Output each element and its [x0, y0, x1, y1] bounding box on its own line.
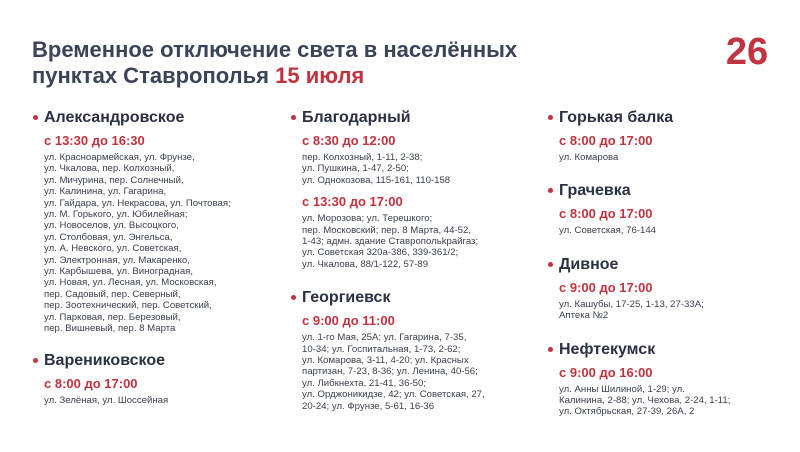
street-line: 10-34; ул. Госпитальная, 1-73, 2-62; — [302, 343, 461, 355]
outage-slot — [291, 313, 531, 412]
street-list — [559, 299, 788, 322]
street-line: ул. Октябрьская, 27-39, 26А, 2 — [559, 406, 695, 418]
street-list — [302, 213, 531, 270]
street-line: 20-24; ул. Фрунзе, 5-61, 16-36 — [302, 400, 435, 412]
locality-name-text: Благодарный — [302, 109, 411, 126]
street-line: пер. Зоотехнический, пер. Советский, — [44, 300, 212, 312]
outage-slot — [548, 133, 788, 163]
column-1 — [33, 108, 273, 424]
street-line: пер. Вишневый, пер. 8 Марта — [44, 323, 176, 335]
locality-block — [548, 181, 788, 236]
outage-time: с 8:00 до 17:00 — [44, 375, 138, 391]
locality-name-text: Дивное — [559, 255, 619, 273]
locality-name — [548, 255, 788, 275]
street-line: ул. Гайдара, ул. Некрасова, ул. Почтовая; — [44, 197, 231, 209]
street-line: ул. Мичурина, пер. Солнечный, — [44, 174, 184, 186]
street-line: ул. М. Горького, ул. Юбилейная; — [44, 209, 188, 221]
title-line-2: пунктах Ставрополья — [32, 63, 276, 88]
locality-name-text: Нефтекумск — [559, 340, 656, 358]
street-line: ул. Чкалова, пер. Колхозный, — [44, 163, 175, 175]
street-line: ул. Чкалова, 88/1-122, 57-89 — [302, 258, 429, 270]
street-line: ул. Комарова — [559, 152, 619, 163]
street-line: ул. Карбышева, ул. Виноградная, — [44, 266, 194, 278]
street-line: пер. Колхозный, 1-11, 2-38; — [302, 152, 423, 163]
title-date: 15 июля — [275, 63, 365, 88]
street-line: ул. Новоселов, ул. Высоцкого, — [44, 220, 179, 232]
bullet-dot-icon — [33, 358, 38, 363]
street-line: ул. Однокозова, 115-161, 110-158 — [302, 174, 451, 186]
locality-name — [291, 108, 531, 128]
outage-time: с 8:00 до 17:00 — [559, 206, 653, 222]
street-line: ул. Столбовая, ул. Энгельса, — [44, 231, 173, 243]
locality-block — [548, 255, 788, 322]
outage-time: с 9:00 до 16:00 — [559, 364, 653, 380]
outage-slot — [33, 133, 273, 335]
street-line: ул. Советская, 76-144 — [559, 225, 657, 237]
outage-time: с 13:30 до 16:30 — [44, 133, 145, 148]
street-line: ул. А. Невского, ул. Советская, — [44, 243, 182, 255]
street-line: ул. Новая, ул. Лесная, ул. Московская, — [44, 277, 217, 289]
locality-name — [548, 340, 788, 360]
outage-time: с 8:30 до 12:00 — [302, 133, 396, 148]
street-line: ул. Анны Шилиной, 1-29; ул. — [559, 383, 685, 395]
street-list — [44, 395, 273, 406]
outage-time: с 13:30 до 17:00 — [302, 194, 403, 210]
column-3 — [548, 108, 788, 436]
street-line: ул. Электронная, ул. Макаренко, — [44, 254, 190, 266]
locality-name-text: Грачевка — [559, 182, 631, 200]
outage-time: с 9:00 до 17:00 — [559, 279, 653, 295]
outage-slot — [33, 376, 273, 406]
street-line: ул. Комарова, 3-11, 4-20; ул. Красных — [302, 355, 469, 367]
outage-time: с 8:00 до 17:00 — [559, 133, 653, 148]
logo-text: 26 — [725, 31, 769, 72]
street-line: ул. Орджоникидзе, 42; ул. Советская, 27, — [302, 389, 485, 401]
street-line: 1-43; адмн. здание Ставропольkрайгаз; — [302, 236, 479, 248]
street-list — [559, 152, 788, 163]
title-line-1: Временное отключение света в населённых — [32, 37, 518, 62]
locality-name-text: Александровское — [44, 109, 185, 126]
street-line: ул. 1-го Мая, 25А; ул. Гагарина, 7-35, — [302, 332, 467, 344]
street-line: ул. Либкнехта, 21-41, 36-50; — [302, 377, 426, 389]
locality-name — [33, 351, 273, 371]
bullet-dot-icon — [291, 295, 296, 300]
street-line: ул. Красноармейская, ул. Фрунзе, — [44, 152, 195, 163]
outage-slot — [291, 133, 531, 186]
street-line: пер. Садовый, пер. Северный, — [44, 288, 181, 300]
locality-name — [548, 108, 788, 128]
street-line: ул. Советская 320а-386, 339-361/2; — [302, 247, 459, 259]
street-line: ул. Зелёная, ул. Шоссейная — [44, 394, 169, 406]
street-list — [302, 332, 531, 412]
bullet-dot-icon — [291, 115, 296, 120]
street-line: партизан, 7-23, 8-36; ул. Ленина, 40-56; — [302, 366, 478, 378]
street-list — [559, 225, 788, 236]
street-list — [302, 152, 531, 186]
bullet-dot-icon — [548, 347, 553, 352]
street-line: ул. Пушкина, 1-47, 2-50; — [302, 163, 409, 175]
locality-name — [548, 181, 788, 201]
locality-block — [291, 108, 531, 270]
street-line: ул. Кашубы, 17-25, 1-13, 27-33А; — [559, 298, 704, 310]
street-list — [559, 384, 788, 418]
locality-block — [291, 288, 531, 412]
locality-block — [548, 108, 788, 163]
bullet-dot-icon — [548, 115, 553, 120]
bullet-dot-icon — [548, 188, 553, 193]
outage-slot — [548, 365, 788, 418]
street-line: ул. Парковая, пер. Березовый, — [44, 311, 181, 323]
bullet-dot-icon — [33, 115, 38, 120]
outage-slot — [291, 194, 531, 270]
locality-name-text: Горькая балка — [559, 109, 674, 126]
bullet-dot-icon — [548, 262, 553, 267]
outage-time: с 9:00 до 11:00 — [302, 313, 395, 329]
street-line: пер. Московский; пер. 8 Марта, 44-52, — [302, 224, 472, 236]
column-2 — [291, 108, 531, 430]
locality-block — [33, 108, 273, 335]
locality-block — [33, 351, 273, 406]
locality-name — [33, 108, 273, 128]
street-list — [44, 152, 273, 335]
locality-name-text: Георгиевск — [302, 289, 391, 307]
street-line: Аптека №2 — [559, 310, 609, 322]
outage-slot — [548, 280, 788, 322]
street-line: ул. Морозова; ул. Терешкого; — [302, 213, 433, 225]
locality-block — [548, 340, 788, 418]
street-line: ул. Калинина, ул. Гагарина, — [44, 186, 167, 198]
street-line: Калинина, 2-88; ул. Чехова, 2-24, 1-11; — [559, 395, 731, 407]
page-title — [32, 37, 592, 89]
locality-name-text: Варениковское — [44, 351, 165, 369]
outage-slot — [548, 206, 788, 236]
logo-26-icon — [724, 28, 770, 72]
locality-name — [291, 288, 531, 308]
